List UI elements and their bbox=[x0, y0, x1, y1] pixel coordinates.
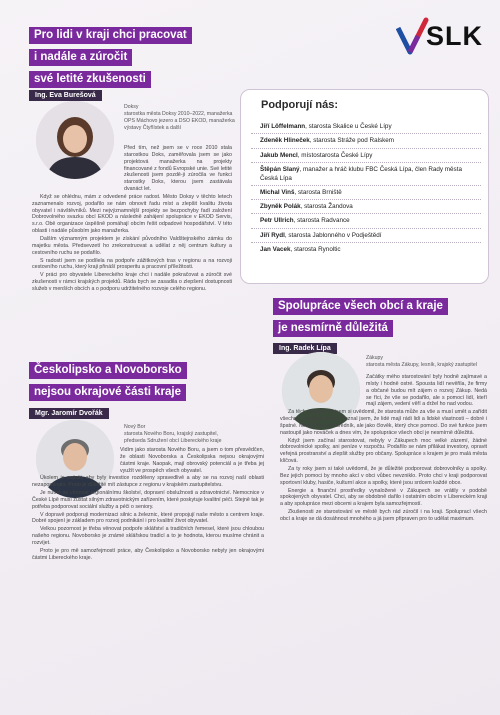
article1-paragraph: S radostí jsem se podílela na podpoře zážitkových tras v regionu a na rozvoji cestovního ruchu, který kraji přináší prosperitu a pracovní příležitosti. bbox=[32, 257, 232, 271]
article1-paragraph: Když se ohlédnu, mám z odvedené práce radost. Město Doksy v těchto letech zaznamenalo rozvoj, podařilo se nám obnovit řadu míst a zlepšit kvalitu života obyvatel i návštěvníků. Mezi nejvýznamnější projekty se bezpochyby řadí založení Dobrovolného svazku obcí EKOD a následně zahájení spolupráce v EKOD Servis, s.r.o. Obě organizace úspěšně pomáhají obcím řešit odpadové hospodářství. V této oblasti i nadále působím jako manažerka. bbox=[32, 193, 232, 235]
supporter-item: Zdeněk Hlineček, starosta Stráže pod Ralskem bbox=[251, 134, 481, 148]
supporters-title: Podporují nás: bbox=[261, 99, 338, 111]
article2-headline-line: je nesmírně důležitá bbox=[273, 320, 393, 337]
caption-line: Doksy bbox=[124, 104, 139, 110]
article1-headline bbox=[29, 25, 192, 91]
supporter-item: Petr Ullrich, starosta Radvance bbox=[251, 214, 481, 228]
supporter-item: Zbyněk Polák, starosta Žandova bbox=[251, 200, 481, 214]
article3-paragraph: Je nutné se věnovat regionálnímu školství, dopravní obslužnosti a zdravotnictví. Nemocnice v České Lípě musí zůstat silným zdravotnickým zařízením, které poskytuje kvalitní péči. Stejně tak je potřeba podporovat sociální služby a péči o seniory. bbox=[32, 490, 264, 510]
caption-line: starostka města Doksy 2010–2022, manažerka bbox=[124, 111, 233, 117]
article3-paragraph: V dopravě podporuji modernizaci silnic a železnic, které propojují naše město s centrem kraje. Dobré spojení je základem pro rozvoj podnikání i pro kvalitní život obyvatel. bbox=[32, 511, 264, 525]
caption-line: předseda Sdružení obcí Libereckého kraje bbox=[124, 438, 222, 444]
article2-paragraph: Za těch dvanáct let jsem si uvědomil, že starosta může za vše a musí umět a zařídit všechno a nejlépe ihned. Poznal jsem, že lidé mají rádi lidi a lidské vlastnosti – dobré i špatné. Nechodím jako úředník, ale jako člověk, který chce pomoci. Do své funkce jsem nastoupil jako nováček a dnes vím, že spolupráce všech obcí je nesmírně důležitá. bbox=[280, 409, 487, 436]
article2-paragraph: Zkušenosti ze starostování ve městě bych rád zúročil i na kraji. Spoluprací všech obcí a kraje se dá dosáhnout mnohého a já jsem připraven pro to udělat maximum. bbox=[280, 509, 487, 522]
supporter-item: Jan Vacek, starosta Rynoltic bbox=[260, 246, 341, 254]
supporters-box bbox=[240, 89, 489, 284]
article1-headline-line: Pro lidi v kraji chci pracovat bbox=[29, 27, 192, 44]
slk-logo bbox=[396, 14, 496, 64]
supporter-item: Jakub Mencl, místostarosta České Lípy bbox=[251, 149, 481, 163]
article2-headline bbox=[273, 296, 448, 340]
supporter-item: Štěpán Slaný, manažer a hráč klubu FBC Česká Lípa, člen Rady města Česká Lípa bbox=[251, 163, 481, 186]
article3-headline-line: nejsou okrajové části kraje bbox=[29, 384, 186, 401]
article1-body bbox=[32, 145, 232, 355]
article3-caption bbox=[124, 424, 244, 445]
article3-headline-line: Českolipsko a Novoborsko bbox=[29, 362, 187, 379]
supporters-list bbox=[251, 120, 481, 256]
caption-line: OPS Máchovo jezero a DSO EKOD, manažerka bbox=[124, 118, 235, 124]
article2-author-tag: Ing. Radek Lípa bbox=[273, 343, 337, 354]
article3-paragraph: Úkolem je zajistit, aby byly investice rozděleny spravedlivě a aby se na rozvoj naší oblasti nezapomínalo. Proto je důležité mít zástupce z regionu v krajském zastupitelstvu. bbox=[32, 475, 264, 489]
article1-paragraph: Před tím, než jsem se v roce 2010 stala starostkou Doks, zaměřovala jsem se jako projektová manažerka na projekty financované z fondů Evropské unie. Své letité zkušenosti jsem pozdě-ji zúročila ve funkci starostky Doks, kterou jsem zastávala dvanáct let. bbox=[124, 145, 232, 193]
article1-author-tag: Ing. Eva Burešová bbox=[29, 90, 102, 101]
article1-caption bbox=[124, 104, 236, 132]
article2-caption bbox=[366, 355, 486, 369]
caption-line: Zákupy bbox=[366, 355, 384, 361]
supporter-item: Michal Vinš, starosta Brniště bbox=[251, 186, 481, 200]
supporter-item: Jiří Löffelmann, starosta Skalice u České Lípy bbox=[251, 120, 481, 134]
caption-line: Nový Bor bbox=[124, 424, 146, 430]
article3-author-tag-box bbox=[29, 402, 109, 420]
article3-author-tag: Mgr. Jaromír Dvořák bbox=[29, 408, 109, 419]
supporter-item: Jiří Rydl, starosta Jablonného v Podještědí bbox=[251, 229, 481, 243]
article1-headline-line: i nadále a zúročit bbox=[29, 49, 132, 66]
article3-headline bbox=[29, 360, 187, 404]
caption-line: starosta města Zákupy, lesník, krajský zastupitel bbox=[366, 362, 477, 368]
article3-paragraph: Vidím jako starosta Nového Boru, a jsem o tom přesvědčen, že oblasti Novoborska a Českolipska nejsou okrajovými částmi kraje. Naopak, mají obrovský potenciál a je třeba jej využít ve prospěch všech obyvatel. bbox=[120, 447, 264, 474]
article3-body bbox=[32, 447, 264, 709]
article3-paragraph: Velkou pozornost je třeba věnovat podpoře sklářství a tradičních řemesel, které jsou chloubou našeho regionu. Novoborsko je známé sklářskou tradicí a to je hodnota, kterou musíme chránit a rozvíjet. bbox=[32, 526, 264, 546]
slk-logo-text: SLK bbox=[426, 21, 483, 51]
caption-line: starosta Nového Boru, krajský zastupitel, bbox=[124, 431, 218, 437]
article2-body bbox=[280, 374, 487, 704]
caption-line: výstavy Čtyřlístek a další bbox=[124, 125, 182, 131]
article2-paragraph: Za ty roky jsem si také uvědomil, že je důležité podporovat dobrovolníky a spolky. Bez jejich pomoci by mnoho akcí v obci vůbec nevzniklo. Proto chci v kraji podporovat sportovní kluby, hasiče, kulturní akce a spolky, které jsou srdcem každé obce. bbox=[280, 465, 487, 486]
article1-author-tag-box bbox=[29, 84, 102, 102]
article1-paragraph: V práci pro obyvatele Libereckého kraje chci i nadále pokračovat a zúročit své zkušenosti v rámci krajských projektů. Ráda bych se zasadila o zlepšení dostupnosti služeb v menších obcích a o podporu udržitelného rozvoje celého regionu. bbox=[32, 272, 232, 292]
article1-paragraph: Dalším významným projektem je získání původního Valdštejnského zámku do majetku města. Předsevzetí ho zrekonstruovat a udělat z něj centrum kultury a cestovního ruchu se podařilo. bbox=[32, 235, 232, 256]
article2-headline-line: Spolupráce všech obcí a kraje bbox=[273, 298, 448, 315]
article2-paragraph: Energie a finanční prostředky vynaložené v Zákupech se vrátily v podobě spokojených obyvatel. Chci, aby se obdobně dařilo i ostatním obcím v Libereckém kraji a aby spolupráce mezi obcemi a krajem byla samozřejmostí. bbox=[280, 487, 487, 508]
article2-paragraph: Když jsem začínal starostovat, nebyly v Zákupech moc velké zázemí, žádné dobrovolnické spolky, ani peníze v rozpočtu. Podařilo se nám přilákat investory, opravit veřejná prostranství a zlepšit služby pro občany. Spolupráce s krajem je pro malá města klíčová. bbox=[280, 437, 487, 465]
article2-paragraph: Začátky mého starostování byly hodně zajímavé a místy i hodně ostré. Spousta lidí nevěřila, že firmy a občané budou mít zájem o rozvoj Zákup. Nedá se říci, že vše se podařilo, ale s pomocí lidí, kteří mají zájem, vedení věří a držel ho nad vodou. bbox=[366, 374, 487, 408]
article1-headline-line: své letité zkušenosti bbox=[29, 71, 151, 88]
article3-paragraph: Proto je pro mě samozřejmostí práce, aby Českolipsko a Novoborsko nebyly jen okrajovými částmi Libereckého kraje. bbox=[32, 547, 264, 561]
